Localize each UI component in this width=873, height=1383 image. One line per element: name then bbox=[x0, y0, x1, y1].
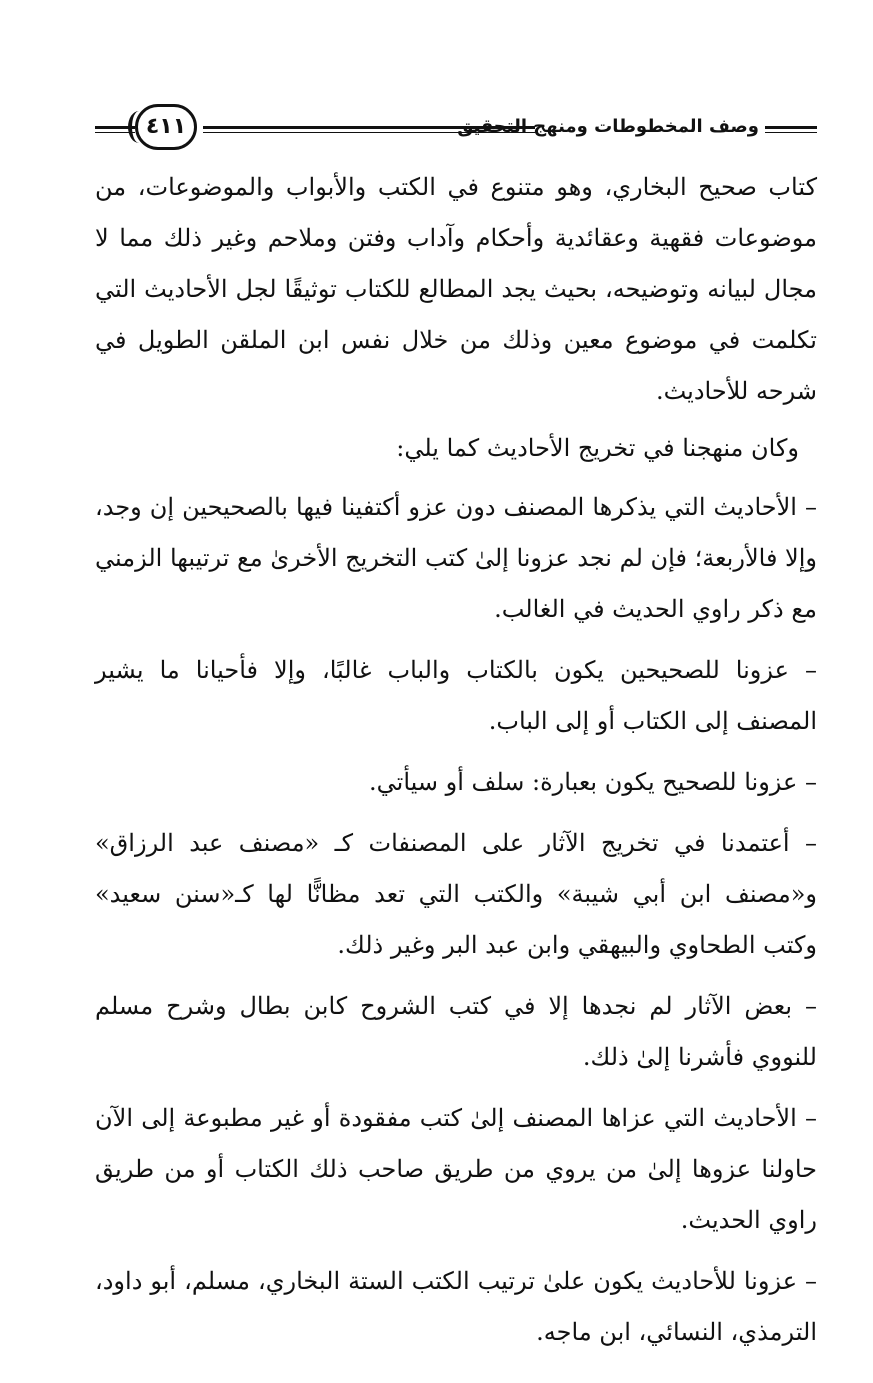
page-number-badge: ٤١١ bbox=[135, 104, 197, 150]
opening-paragraph: كتاب صحيح البخاري، وهو متنوع في الكتب والأبواب والموضوعات، من موضوعات فقهية وعقائدية وأحكام وآداب وفتن وملاحم وغير ذلك مما لا مجال لبيانه وتوضيحه، بحيث يجد المطالع للكتاب توثيقًا لجل الأحاديث التي تكلمت في موضوع معين وذلك من خلال نفس ابن الملقن الطويل في شرحه للأحاديث. bbox=[95, 173, 817, 405]
method-intro: وكان منهجنا في تخريج الأحاديث كما يلي: bbox=[396, 434, 799, 462]
method-item: – بعض الآثار لم نجدها إلا في كتب الشروح كابن بطال وشرح مسلم للنووي فأشرنا إلىٰ ذلك. bbox=[95, 992, 817, 1071]
body-text bbox=[95, 162, 817, 1368]
method-item: – عزونا للصحيح يكون بعبارة: سلف أو سيأتي. bbox=[369, 768, 817, 796]
header-rule-middle bbox=[203, 126, 535, 133]
running-title: وصف المخطوطات ومنهج التحقيق bbox=[457, 116, 759, 137]
header-rule-left bbox=[95, 126, 135, 133]
header-rule-right bbox=[765, 126, 817, 133]
method-item: – الأحاديث التي عزاها المصنف إلىٰ كتب مفقودة أو غير مطبوعة إلى الآن حاولنا عزوها إلىٰ من يروي من طريق صاحب ذلك الكتاب أو من طريق راوي الحديث. bbox=[95, 1104, 817, 1234]
method-item: – أعتمدنا في تخريج الآثار على المصنفات كـ «مصنف عبد الرزاق» و«مصنف ابن أبي شيبة» والكتب التي تعد مظانًّا لها كـ«سنن سعيد» وكتب الطحاوي والبيهقي وابن عبد البر وغير ذلك. bbox=[95, 829, 817, 959]
method-item: – عزونا للأحاديث يكون علىٰ ترتيب الكتب الستة البخاري، مسلم، أبو داود، الترمذي، النسائي، ابن ماجه. bbox=[95, 1267, 817, 1346]
method-item: – الأحاديث التي يذكرها المصنف دون عزو أكتفينا فيها بالصحيحين إن وجد، وإلا فالأربعة؛ فإن لم نجد عزونا إلىٰ كتب التخريج الأخرىٰ مع ترتيبها الزمني مع ذكر راوي الحديث في الغالب. bbox=[95, 493, 817, 623]
page-header bbox=[95, 104, 817, 156]
method-item: – عزونا للصحيحين يكون بالكتاب والباب غالبًا، وإلا فأحيانا ما يشير المصنف إلى الكتاب أو إلى الباب. bbox=[95, 656, 817, 735]
